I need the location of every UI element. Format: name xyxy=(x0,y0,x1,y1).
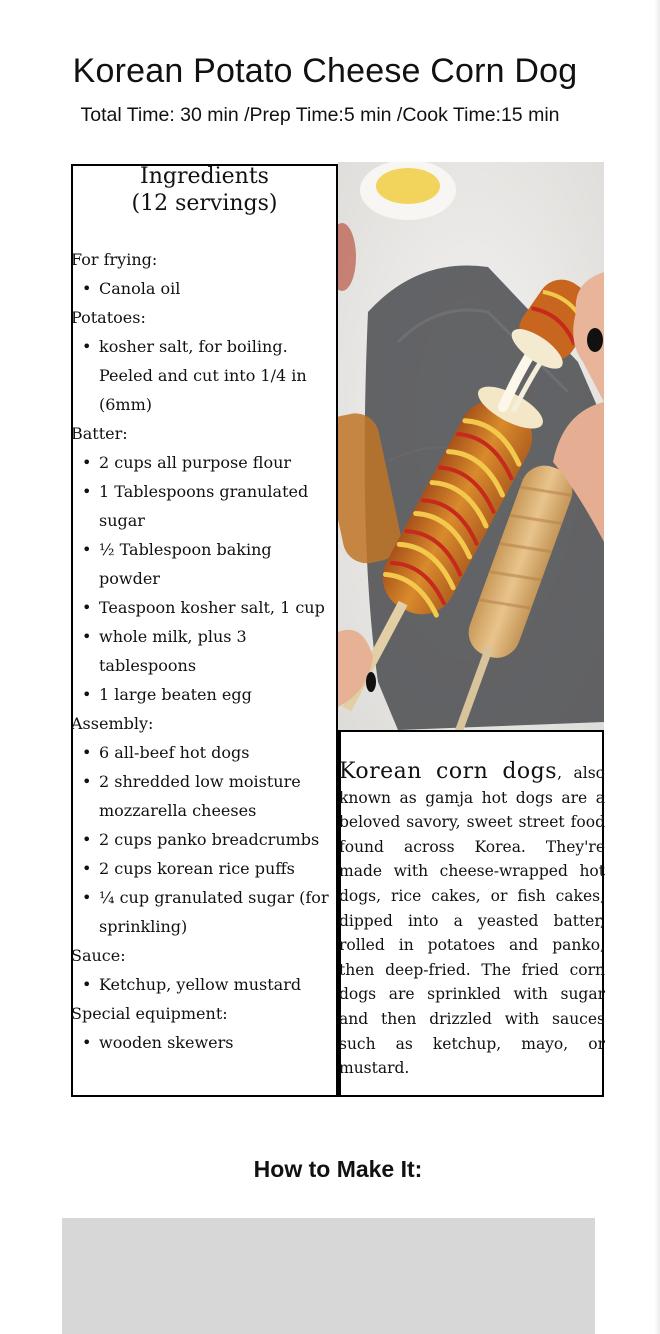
bullet-icon: • xyxy=(82,540,92,559)
ingredient-item xyxy=(71,854,333,883)
bullet-icon: • xyxy=(82,685,92,704)
recipe-title: Korean Potato Cheese Corn Dog xyxy=(72,52,578,90)
ingredient-section-label: For frying: xyxy=(71,250,158,269)
ingredient-item xyxy=(71,448,333,477)
ingredient-text: 2 shredded low moisture mozzarella cheeses xyxy=(99,772,301,820)
ingredient-text: Ketchup, yellow mustard xyxy=(99,975,302,994)
ingredient-section-label: Potatoes: xyxy=(71,308,146,327)
ingredient-section-label: Assembly: xyxy=(71,714,154,733)
ingredient-section-label: Sauce: xyxy=(71,946,126,965)
ingredient-text: 6 all-beef hot dogs xyxy=(99,743,250,762)
ingredient-text: 2 cups all purpose flour xyxy=(99,453,292,472)
bullet-icon: • xyxy=(82,1033,92,1052)
page-edge-shadow xyxy=(654,0,660,1334)
ingredient-item xyxy=(71,535,333,593)
ingredient-item xyxy=(71,1028,333,1057)
ingredient-text: ½ Tablespoon baking powder xyxy=(99,540,272,588)
ingredient-text: 1 Tablespoons granulated sugar xyxy=(99,482,309,530)
ingredient-text: Teaspoon kosher salt, 1 cup xyxy=(99,598,325,617)
ingredient-text: 2 cups panko breadcrumbs xyxy=(99,830,320,849)
bullet-icon: • xyxy=(82,482,92,501)
bullet-icon: • xyxy=(82,975,92,994)
description-body: , also known as gamja hot dogs are a beloved savory, sweet street food found across Korea. They're made with cheese-wrapped hot dogs, rice cakes, or fish cakes, dipped into a yeasted batter, rolled in potatoes and panko, then deep-fried. The fried corn dogs are sprinkled with sugar and then drizzled with sauces such as ketchup, mayo, or mustard. xyxy=(339,764,605,1078)
ingredient-item xyxy=(71,767,333,825)
how-to-media-placeholder xyxy=(62,1218,595,1334)
ingredient-text: ¼ cup granulated sugar (for sprinkling) xyxy=(99,888,329,936)
ingredient-item xyxy=(71,970,333,999)
ingredient-item xyxy=(71,332,333,419)
ingredient-item xyxy=(71,680,333,709)
ingredient-section-label: Batter: xyxy=(71,424,128,443)
ingredient-text: 1 large beaten egg xyxy=(99,685,252,704)
ingredient-section-label: Special equipment: xyxy=(71,1004,228,1023)
corn-dog-photo xyxy=(338,162,604,730)
ingredients-list xyxy=(71,245,333,1057)
ingredient-item xyxy=(71,738,333,767)
ingredient-text: kosher salt, for boiling. Peeled and cut into 1/4 in (6mm) xyxy=(99,337,307,414)
ingredient-item xyxy=(71,274,333,303)
bullet-icon: • xyxy=(82,453,92,472)
recipe-times: Total Time: 30 min /Prep Time:5 min /Cook Time:15 min xyxy=(80,104,560,126)
bullet-icon: • xyxy=(82,279,92,298)
bullet-icon: • xyxy=(82,830,92,849)
ingredient-text: wooden skewers xyxy=(99,1033,234,1052)
ingredient-text: whole milk, plus 3 tablespoons xyxy=(99,627,247,675)
corn-dog-illustration xyxy=(338,162,604,730)
ingredient-text: 2 cups korean rice puffs xyxy=(99,859,295,878)
ingredient-item xyxy=(71,622,333,680)
bullet-icon: • xyxy=(82,598,92,617)
ingredients-title: Ingredients xyxy=(140,164,269,189)
bullet-icon: • xyxy=(82,772,92,791)
bullet-icon: • xyxy=(82,859,92,878)
ingredient-item xyxy=(71,477,333,535)
bullet-icon: • xyxy=(82,337,92,356)
ingredient-text: Canola oil xyxy=(99,279,181,298)
how-to-heading: How to Make It: xyxy=(253,1156,423,1182)
ingredients-heading xyxy=(73,163,336,217)
bullet-icon: • xyxy=(82,743,92,762)
ingredient-item xyxy=(71,593,333,622)
ingredients-servings: (12 servings) xyxy=(131,191,278,216)
ingredients-panel xyxy=(71,164,338,1097)
ingredient-item xyxy=(71,883,333,941)
ingredient-item xyxy=(71,825,333,854)
bullet-icon: • xyxy=(82,627,92,646)
description-text xyxy=(339,760,605,1081)
description-panel xyxy=(338,730,604,1097)
description-lead: Korean corn dogs xyxy=(339,759,558,784)
bullet-icon: • xyxy=(82,888,92,907)
